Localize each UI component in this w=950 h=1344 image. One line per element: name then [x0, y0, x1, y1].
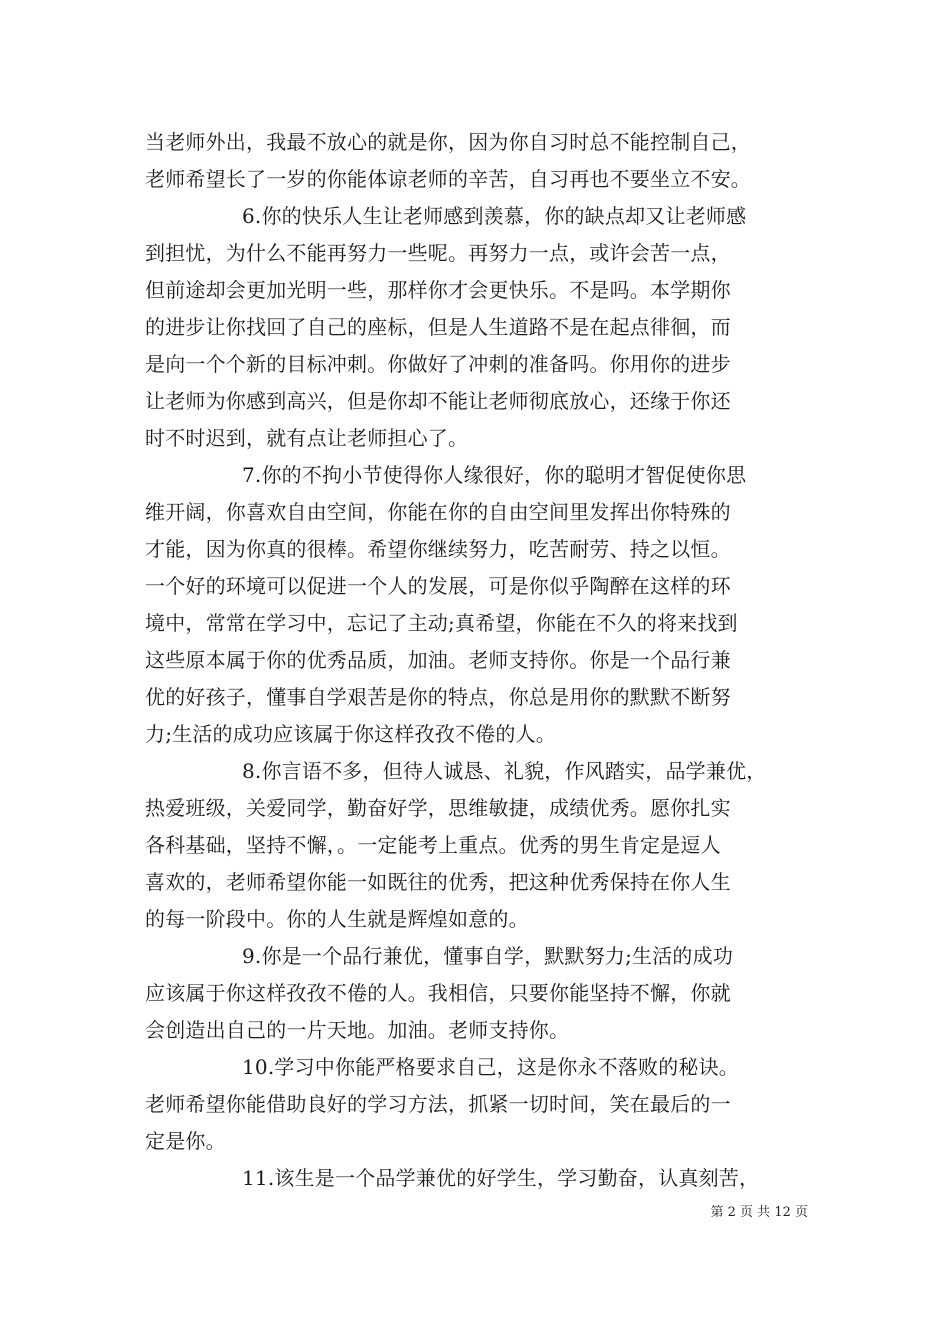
text-line: 应该属于你这样孜孜不倦的人。我相信，只要你能坚持不懈，你就 [145, 981, 731, 1005]
paragraph-start-line: 11.该生是一个品学兼优的好学生，学习勤奋，认真刻苦， [242, 1166, 760, 1190]
text-line: 热爱班级，关爱同学，勤奋好学，思维敏捷，成绩优秀。愿你扎实 [145, 796, 731, 820]
text-line: 定是你。 [145, 1129, 226, 1153]
text-line: 喜欢的，老师希望你能一如既往的优秀，把这种优秀保持在你人生 [145, 870, 731, 894]
paragraph-start-line: 10.学习中你能严格要求自己，这是你永不落败的秘诀。 [242, 1055, 740, 1079]
text-line: 当老师外出，我最不放心的就是你，因为你自习时总不能控制自己， [145, 130, 751, 154]
text-line: 到担忧，为什么不能再努力一些呢。再努力一点，或许会苦一点， [145, 241, 731, 265]
text-line: 的进步让你找回了自己的座标，但是人生道路不是在起点徘徊，而 [145, 315, 731, 339]
text-line: 维开阔，你喜欢自由空间，你能在你的自由空间里发挥出你特殊的 [145, 500, 731, 524]
text-line: 的每一阶段中。你的人生就是辉煌如意的。 [145, 907, 529, 931]
page-number-footer: 第 2 页 共 12 页 [710, 1205, 808, 1220]
text-line: 优的好孩子，懂事自学艰苦是你的特点，你总是用你的默默不断努 [145, 685, 731, 709]
text-line: 会创造出自己的一片天地。加油。老师支持你。 [145, 1018, 570, 1042]
text-line: 力;生活的成功应该属于你这样孜孜不倦的人。 [145, 722, 556, 746]
paragraph-start-line: 8.你言语不多，但待人诚恳、礼貌，作风踏实，品学兼优， [242, 759, 767, 783]
paragraph-start-line: 7.你的不拘小节使得你人缘很好，你的聪明才智促使你思 [242, 463, 747, 487]
text-line: 老师希望长了一岁的你能体谅老师的辛苦，自习再也不要坐立不安。 [145, 167, 751, 191]
text-line: 一个好的环境可以促进一个人的发展，可是你似乎陶醉在这样的环 [145, 574, 731, 598]
text-line: 但前途却会更加光明一些，那样你才会更快乐。不是吗。本学期你 [145, 278, 731, 302]
text-line: 时不时迟到，就有点让老师担心了。 [145, 426, 469, 450]
text-line: 老师希望你能借助良好的学习方法，抓紧一切时间，笑在最后的一 [145, 1092, 731, 1116]
text-line: 各科基础，坚持不懈，。一定能考上重点。优秀的男生肯定是逗人 [145, 833, 721, 857]
text-line: 境中，常常在学习中，忘记了主动;真希望，你能在不久的将来找到 [145, 611, 738, 635]
text-line: 是向一个个新的目标冲刺。你做好了冲刺的准备吗。你用你的进步 [145, 352, 731, 376]
body-text [145, 124, 810, 1197]
text-line: 这些原本属于你的优秀品质，加油。老师支持你。你是一个品行兼 [145, 648, 731, 672]
text-line: 才能，因为你真的很棒。希望你继续努力，吃苦耐劳、持之以恒。 [145, 537, 731, 561]
paragraph-start-line: 9.你是一个品行兼优，懂事自学，默默努力;生活的成功 [242, 944, 734, 968]
paragraph-start-line: 6.你的快乐人生让老师感到羡慕，你的缺点却又让老师感 [242, 204, 747, 228]
text-line: 让老师为你感到高兴，但是你却不能让老师彻底放心，还缘于你还 [145, 389, 731, 413]
